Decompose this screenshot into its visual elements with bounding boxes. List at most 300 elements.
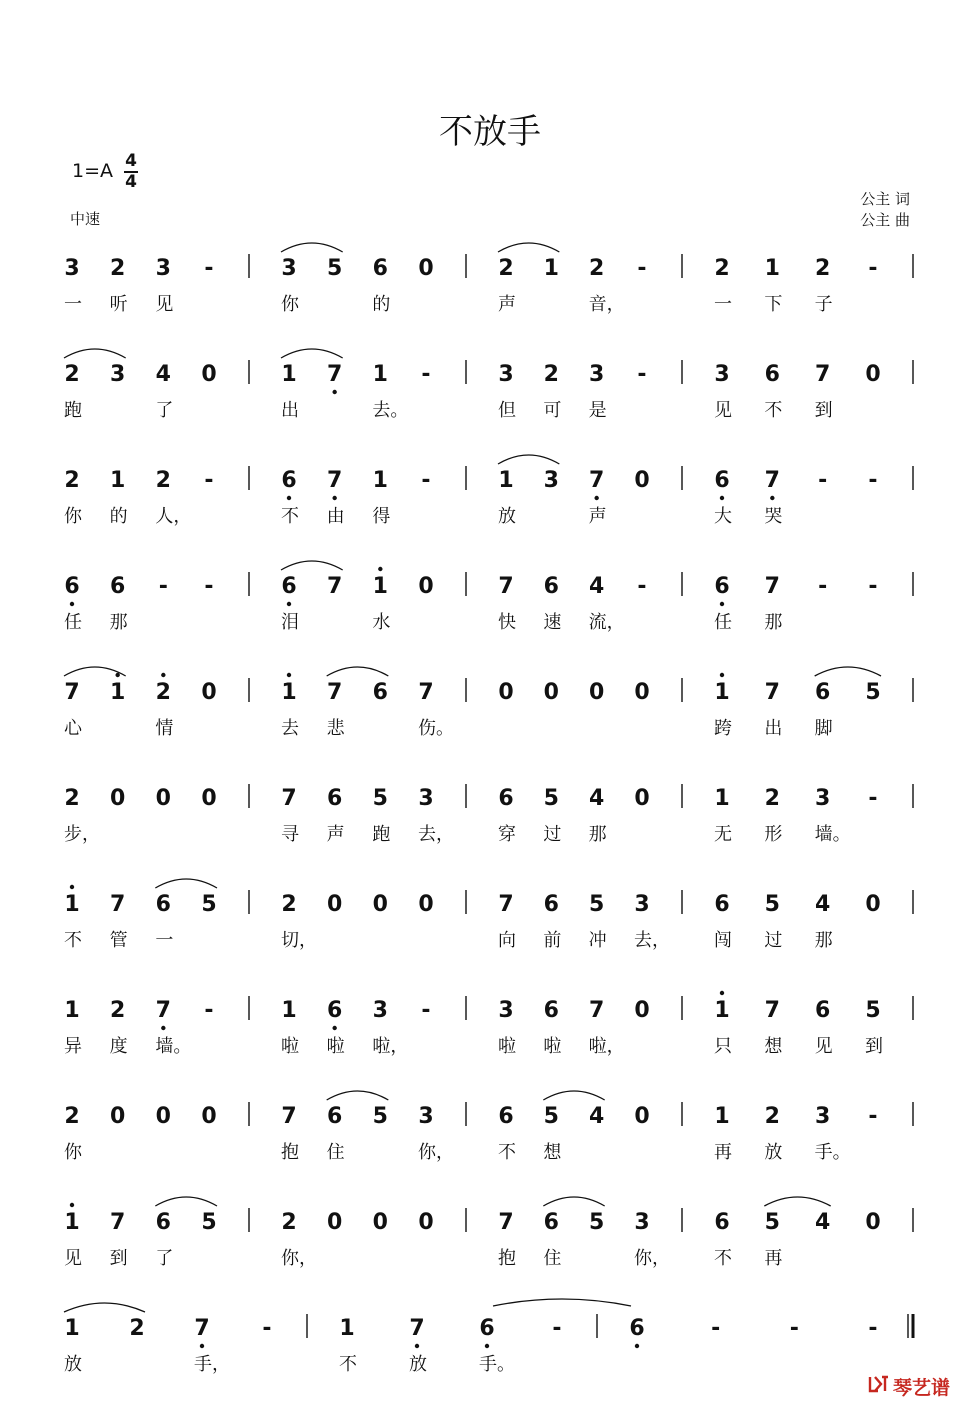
- high-octave-dot: [287, 673, 291, 677]
- composer-credit: 公主 曲: [860, 211, 910, 229]
- note: 1: [498, 468, 514, 493]
- lyric-syllable: 啦: [543, 1036, 562, 1057]
- note: 2: [155, 468, 171, 493]
- lyric-syllable: 管: [109, 930, 128, 951]
- note: 7: [327, 680, 343, 705]
- note: 1: [714, 786, 730, 811]
- lyric-syllable: 见: [814, 1036, 833, 1057]
- lyric-syllable: 任: [714, 612, 732, 633]
- lyric-syllable: 不: [64, 930, 82, 951]
- time-signature-bottom: 4: [125, 172, 137, 192]
- note: 1: [714, 998, 730, 1023]
- low-octave-dot: [635, 1344, 639, 1348]
- note: 7: [498, 1210, 514, 1235]
- note: 4: [589, 1104, 605, 1129]
- lyric-syllable: 那: [764, 612, 783, 633]
- note: 4: [815, 892, 831, 917]
- slur-mark: [64, 1303, 145, 1312]
- dash-note: -: [552, 1316, 562, 1341]
- lyric-syllable: 到: [814, 400, 833, 421]
- lyric-syllable: 泪: [281, 612, 299, 633]
- lyric-syllable: 那: [109, 612, 128, 633]
- slur-mark: [815, 667, 881, 676]
- note: 6: [714, 892, 730, 917]
- note: 2: [129, 1316, 145, 1341]
- lyric-syllable: 异: [64, 1036, 82, 1057]
- low-octave-dot: [594, 496, 598, 500]
- note: 6: [281, 574, 297, 599]
- note: 6: [714, 1210, 730, 1235]
- note: 5: [372, 1104, 388, 1129]
- lyric-syllable: 过: [543, 824, 562, 845]
- note: 6: [714, 468, 730, 493]
- note: 5: [543, 786, 559, 811]
- song-title: 不放手: [439, 112, 541, 152]
- note: 1: [714, 680, 730, 705]
- note: 3: [589, 362, 605, 387]
- lyric-syllable: 心: [64, 718, 82, 739]
- note: 0: [865, 362, 881, 387]
- low-octave-dot: [287, 496, 291, 500]
- note: 5: [589, 1210, 605, 1235]
- lyric-syllable: 放: [498, 506, 516, 527]
- note: 2: [64, 1104, 80, 1129]
- dash-note: -: [421, 998, 431, 1023]
- note: 6: [815, 680, 831, 705]
- note: 3: [815, 1104, 831, 1129]
- dash-note: -: [262, 1316, 272, 1341]
- note: 7: [498, 892, 514, 917]
- lyric-syllable: 你: [281, 294, 299, 315]
- low-octave-dot: [720, 496, 724, 500]
- high-octave-dot: [115, 673, 119, 677]
- lyric-syllable: 了: [155, 1248, 174, 1269]
- note: 6: [543, 998, 559, 1023]
- note: 3: [543, 468, 559, 493]
- note: 7: [764, 680, 780, 705]
- low-octave-dot: [70, 602, 74, 606]
- lyric-syllable: 声: [588, 506, 607, 527]
- lyric-syllable: 手，: [194, 1354, 230, 1375]
- lyric-syllable: 放: [64, 1354, 82, 1375]
- lyric-syllable: 情: [155, 718, 174, 739]
- note: 4: [589, 786, 605, 811]
- lyric-syllable: 声: [498, 294, 516, 315]
- dash-note: -: [421, 468, 431, 493]
- note: 0: [201, 1104, 217, 1129]
- lyric-syllable: 到: [109, 1248, 128, 1269]
- note: 2: [64, 468, 80, 493]
- lyric-syllable: 你，: [418, 1142, 454, 1163]
- low-octave-dot: [332, 1026, 336, 1030]
- lyric-syllable: 向: [498, 930, 516, 951]
- note: 6: [764, 362, 780, 387]
- note: 2: [815, 256, 831, 281]
- note: 3: [815, 786, 831, 811]
- note: 7: [64, 680, 80, 705]
- lyric-syllable: 得: [372, 506, 391, 527]
- lyric-syllable: 啦，: [372, 1036, 409, 1057]
- dash-note: -: [204, 998, 214, 1023]
- high-octave-dot: [70, 885, 74, 889]
- note: 0: [201, 786, 217, 811]
- lyric-syllable: 见: [64, 1248, 82, 1269]
- note: 0: [634, 786, 650, 811]
- note: 0: [155, 1104, 171, 1129]
- note: 3: [714, 362, 730, 387]
- note: 0: [634, 680, 650, 705]
- key-label: 1=A: [72, 160, 114, 182]
- low-octave-dot: [770, 496, 774, 500]
- dash-note: -: [204, 574, 214, 599]
- time-signature-top: 4: [125, 151, 137, 171]
- dash-note: -: [204, 256, 214, 281]
- lyric-syllable: 不: [339, 1354, 357, 1375]
- slur-mark: [498, 243, 559, 252]
- note: 7: [110, 892, 126, 917]
- note: 6: [498, 786, 514, 811]
- slur-mark: [281, 349, 343, 358]
- note: 7: [155, 998, 171, 1023]
- note: 2: [281, 1210, 297, 1235]
- lyric-syllable: 抱: [498, 1248, 516, 1269]
- high-octave-dot: [378, 567, 382, 571]
- note: 6: [327, 786, 343, 811]
- lyric-syllable: 但: [498, 400, 516, 421]
- note: 1: [281, 362, 297, 387]
- note: 7: [418, 680, 434, 705]
- dash-note: -: [868, 1104, 878, 1129]
- note: 3: [110, 362, 126, 387]
- lyric-syllable: 见: [155, 294, 174, 315]
- lyric-syllable: 想: [543, 1142, 562, 1163]
- note: 0: [589, 680, 605, 705]
- lyric-syllable: 你: [64, 1142, 82, 1163]
- dash-note: -: [868, 256, 878, 281]
- dash-note: -: [868, 786, 878, 811]
- note: 6: [281, 468, 297, 493]
- note: 6: [543, 1210, 559, 1235]
- note: 7: [409, 1316, 425, 1341]
- note: 5: [764, 892, 780, 917]
- note: 6: [498, 1104, 514, 1129]
- lyric-syllable: 你: [64, 506, 82, 527]
- note: 6: [372, 680, 388, 705]
- note: 0: [418, 574, 434, 599]
- note: 2: [281, 892, 297, 917]
- lyric-syllable: 见: [714, 400, 732, 421]
- note: 7: [281, 786, 297, 811]
- note: 0: [327, 1210, 343, 1235]
- lyric-syllable: 声: [326, 824, 345, 845]
- note: 1: [714, 1104, 730, 1129]
- lyric-syllable: 快: [498, 612, 516, 633]
- lyric-syllable: 啦: [326, 1036, 345, 1057]
- note: 1: [543, 256, 559, 281]
- lyric-syllable: 哭: [764, 506, 783, 527]
- lyric-syllable: 啦: [281, 1036, 299, 1057]
- note: 1: [110, 680, 126, 705]
- lyric-syllable: 可: [543, 400, 562, 421]
- lyric-syllable: 不: [281, 506, 299, 527]
- lyric-syllable: 跑: [64, 400, 82, 421]
- note: 6: [110, 574, 126, 599]
- note: 1: [64, 892, 80, 917]
- note: 1: [110, 468, 126, 493]
- note: 3: [155, 256, 171, 281]
- lyric-syllable: 不: [498, 1142, 516, 1163]
- note: 7: [764, 574, 780, 599]
- note: 0: [865, 892, 881, 917]
- note: 4: [589, 574, 605, 599]
- lyric-syllable: 你，: [281, 1248, 317, 1269]
- note: 1: [372, 362, 388, 387]
- lyric-syllable: 无: [714, 824, 732, 845]
- lyric-syllable: 啦，: [588, 1036, 625, 1057]
- high-octave-dot: [720, 673, 724, 677]
- note: 6: [714, 574, 730, 599]
- lyric-syllable: 音，: [588, 294, 625, 315]
- slur-mark: [327, 1091, 389, 1100]
- lyric-syllable: 只: [714, 1036, 732, 1057]
- high-octave-dot: [720, 991, 724, 995]
- note: 3: [634, 892, 650, 917]
- slur-mark: [327, 667, 389, 676]
- note: 6: [155, 892, 171, 917]
- note: 3: [634, 1210, 650, 1235]
- lyric-syllable: 悲: [326, 718, 345, 739]
- note: 2: [110, 998, 126, 1023]
- lyric-syllable: 那: [814, 930, 833, 951]
- note: 7: [110, 1210, 126, 1235]
- dash-note: -: [818, 468, 828, 493]
- slur-mark: [498, 455, 559, 464]
- note: 0: [634, 998, 650, 1023]
- lyric-syllable: 出: [764, 718, 783, 739]
- lyric-syllable: 不: [764, 400, 783, 421]
- lyric-syllable: 水: [372, 612, 391, 633]
- lyric-syllable: 的: [109, 506, 128, 527]
- note: 3: [418, 1104, 434, 1129]
- note: 7: [194, 1316, 210, 1341]
- lyric-syllable: 不: [714, 1248, 732, 1269]
- note: 0: [327, 892, 343, 917]
- note: 0: [498, 680, 514, 705]
- note: 1: [372, 468, 388, 493]
- note: 0: [543, 680, 559, 705]
- note: 0: [201, 362, 217, 387]
- lyric-syllable: 人，: [155, 506, 192, 527]
- dash-note: -: [421, 362, 431, 387]
- lyric-syllable: 脚: [814, 718, 833, 739]
- logo-text: 琴艺谱: [893, 1377, 951, 1399]
- note: 6: [327, 998, 343, 1023]
- tempo-marking: 中速: [70, 210, 101, 228]
- note: 0: [110, 786, 126, 811]
- note: 5: [327, 256, 343, 281]
- note: 6: [479, 1316, 495, 1341]
- lyric-syllable: 去: [281, 718, 299, 739]
- low-octave-dot: [485, 1344, 489, 1348]
- note: 5: [543, 1104, 559, 1129]
- note: 5: [201, 1210, 217, 1235]
- note: 6: [629, 1316, 645, 1341]
- note: 3: [498, 998, 514, 1023]
- note: 5: [589, 892, 605, 917]
- note: 5: [865, 998, 881, 1023]
- note: 0: [155, 786, 171, 811]
- dash-note: -: [637, 256, 647, 281]
- note: 2: [764, 786, 780, 811]
- note: 1: [372, 574, 388, 599]
- note: 0: [634, 1104, 650, 1129]
- lyric-syllable: 穿: [498, 824, 516, 845]
- lyric-syllable: 大: [714, 506, 732, 527]
- note: 2: [543, 362, 559, 387]
- lyric-syllable: 那: [588, 824, 607, 845]
- note: 3: [498, 362, 514, 387]
- dash-note: -: [204, 468, 214, 493]
- lyric-syllable: 跨: [714, 718, 732, 739]
- note: 2: [764, 1104, 780, 1129]
- lyric-syllable: 墙。: [155, 1036, 192, 1057]
- lyric-syllable: 形: [764, 824, 783, 845]
- lyric-syllable: 过: [764, 930, 783, 951]
- note: 7: [589, 468, 605, 493]
- lyric-syllable: 住: [543, 1248, 562, 1269]
- lyric-syllable: 放: [764, 1142, 783, 1163]
- note: 2: [589, 256, 605, 281]
- note: 1: [281, 998, 297, 1023]
- note: 7: [589, 998, 605, 1023]
- note: 6: [64, 574, 80, 599]
- note: 7: [327, 468, 343, 493]
- note: 0: [110, 1104, 126, 1129]
- lyric-syllable: 步，: [64, 824, 100, 845]
- slur-mark: [543, 1091, 604, 1100]
- lyric-syllable: 一: [155, 930, 174, 951]
- lyric-syllable: 住: [326, 1142, 345, 1163]
- lyric-syllable: 跑: [372, 824, 391, 845]
- dash-note: -: [868, 1316, 878, 1341]
- low-octave-dot: [332, 496, 336, 500]
- note: 2: [110, 256, 126, 281]
- low-octave-dot: [332, 390, 336, 394]
- note: 5: [201, 892, 217, 917]
- dash-note: -: [868, 574, 878, 599]
- slur-mark: [155, 879, 217, 888]
- note: 6: [155, 1210, 171, 1235]
- note: 0: [418, 1210, 434, 1235]
- dash-note: -: [637, 574, 647, 599]
- note: 7: [815, 362, 831, 387]
- lyric-syllable: 去，: [634, 930, 670, 951]
- dash-note: -: [818, 574, 828, 599]
- slur-mark: [64, 349, 126, 358]
- lyric-syllable: 去。: [372, 400, 409, 421]
- low-octave-dot: [415, 1344, 419, 1348]
- note: 0: [372, 892, 388, 917]
- note: 3: [372, 998, 388, 1023]
- note: 7: [498, 574, 514, 599]
- note: 1: [64, 1210, 80, 1235]
- lyric-syllable: 的: [372, 294, 391, 315]
- lyric-syllable: 寻: [281, 824, 299, 845]
- note: 4: [815, 1210, 831, 1235]
- low-octave-dot: [287, 602, 291, 606]
- lyric-syllable: 到: [865, 1036, 883, 1057]
- slur-mark: [281, 243, 343, 252]
- dash-note: -: [711, 1316, 721, 1341]
- note: 0: [201, 680, 217, 705]
- lyric-syllable: 切，: [281, 930, 317, 951]
- note: 2: [64, 786, 80, 811]
- slur-mark: [764, 1197, 830, 1206]
- note: 7: [764, 998, 780, 1023]
- note: 0: [418, 256, 434, 281]
- lyric-syllable: 由: [326, 506, 345, 527]
- note: 3: [64, 256, 80, 281]
- lyric-syllable: 你，: [634, 1248, 670, 1269]
- lyric-syllable: 任: [64, 612, 82, 633]
- site-logo: [868, 1373, 950, 1400]
- lyric-syllable: 流，: [588, 612, 625, 633]
- dash-note: -: [158, 574, 168, 599]
- tie-mark: [493, 1299, 631, 1306]
- note: 2: [498, 256, 514, 281]
- lyric-syllable: 子: [814, 294, 833, 315]
- note: 0: [865, 1210, 881, 1235]
- note: 1: [64, 998, 80, 1023]
- lyric-syllable: 下: [764, 294, 783, 315]
- lyric-syllable: 啦: [498, 1036, 516, 1057]
- note: 5: [372, 786, 388, 811]
- note: 7: [764, 468, 780, 493]
- lyric-syllable: 一: [714, 294, 732, 315]
- lyric-syllable: 冲: [588, 930, 607, 951]
- high-octave-dot: [161, 673, 165, 677]
- high-octave-dot: [70, 1203, 74, 1207]
- note: 1: [764, 256, 780, 281]
- lyric-syllable: 墙。: [814, 824, 851, 845]
- note: 7: [281, 1104, 297, 1129]
- lyric-syllable: 手。: [814, 1142, 851, 1163]
- note: 0: [634, 468, 650, 493]
- lyric-syllable: 一: [64, 294, 82, 315]
- logo-icon: [868, 1374, 890, 1399]
- lyric-syllable: 想: [764, 1036, 783, 1057]
- note: 2: [714, 256, 730, 281]
- note: 6: [543, 892, 559, 917]
- slur-mark: [281, 561, 343, 570]
- lyric-syllable: 了: [155, 400, 174, 421]
- note: 0: [372, 1210, 388, 1235]
- note: 6: [815, 998, 831, 1023]
- note: 3: [418, 786, 434, 811]
- lyric-syllable: 再: [764, 1248, 783, 1269]
- note: 3: [281, 256, 297, 281]
- low-octave-dot: [200, 1344, 204, 1348]
- note: 2: [155, 680, 171, 705]
- lyric-syllable: 度: [109, 1036, 128, 1057]
- note: 1: [64, 1316, 80, 1341]
- note: 7: [327, 362, 343, 387]
- lyric-syllable: 再: [714, 1142, 732, 1163]
- lyric-syllable: 抱: [281, 1142, 299, 1163]
- note: 2: [64, 362, 80, 387]
- dash-note: -: [868, 468, 878, 493]
- note: 1: [281, 680, 297, 705]
